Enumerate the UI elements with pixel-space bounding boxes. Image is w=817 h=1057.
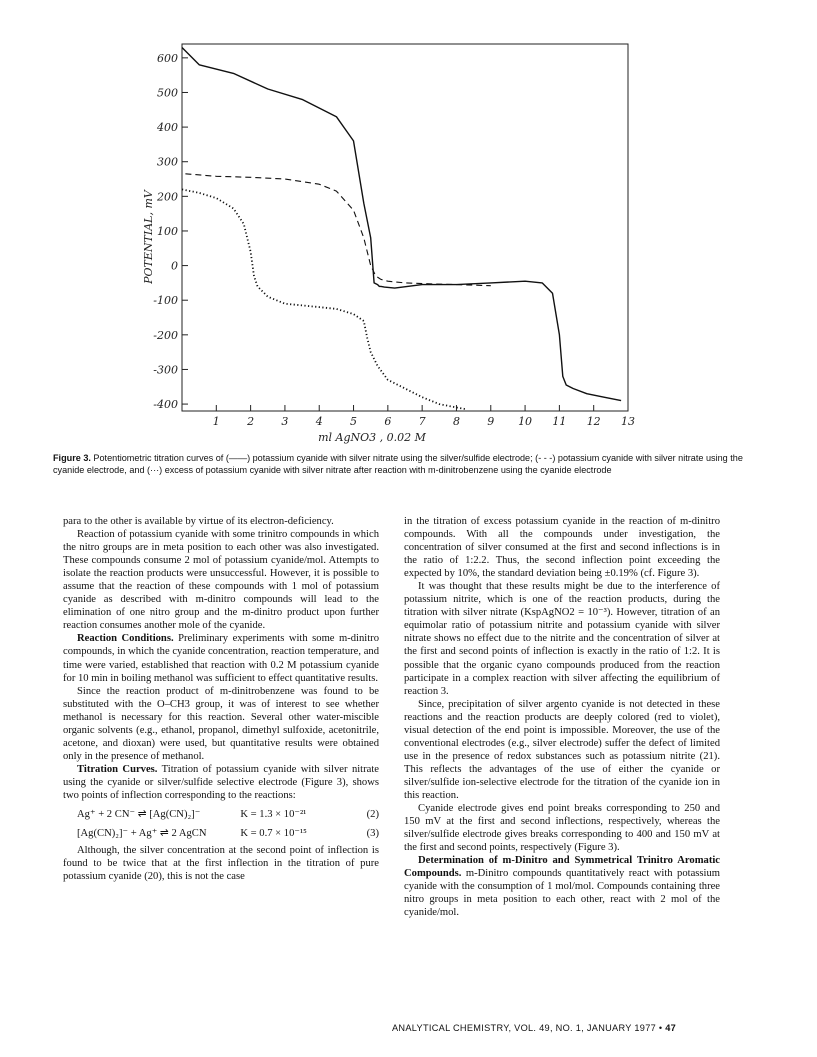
equation-lhs: [Ag(CN)₂]⁻ + Ag⁺ ⇌ 2 AgCN	[77, 828, 207, 840]
section-heading: Determination of m-Dinitro and Symmetrical Trinitro Aromatic Compounds.	[404, 855, 720, 880]
paragraph	[63, 632, 379, 684]
y-tick-label: -100	[153, 294, 178, 308]
paragraph: It was thought that these results might be due to the interference of potassium nitrite, which is one of the reaction products, during the titration with silver nitrate (KspAgNO2 = 10⁻³). However, titration of an equimolar ratio of potassium nitrite and potassium cyanide with silver nitrate shows no effect due to the nitrite and the concentration of silver at the first and second points of inflection is exactly in the ratio of 1:2. It is possible that the organic cyano compounds produced from the reaction participate in a complex reaction with silver affecting the equilibrium of reaction 3.	[404, 581, 720, 697]
y-tick-label: 0	[171, 259, 178, 273]
x-axis-ticks	[213, 405, 635, 428]
figure-label: Figure 3.	[53, 453, 91, 463]
caption-text: Potentiometric titration curves of (——) potassium cyanide with silver nitrate using the silver/sulfide electrode; (- - -) potassium cyanide with silver nitrate using the cyanide electrode, and (···) excess of potassium cyanide with silver nitrate after reaction with m-dinitrobenzene using the cyanide electrode	[53, 453, 743, 476]
x-tick-label: 8	[452, 415, 460, 428]
y-axis-ticks	[153, 52, 188, 411]
paragraph: Reaction of potassium cyanide with some trinitro compounds in which the nitro groups are in meta position to each other was also investigated. These compounds consume 2 mol of potassium cyanide/mol. Attempts to isolate the reaction products were unsuccessful. However, it is possible to assume that the reaction of these compounds with 1 mol of potassium cyanide as described with m-dinitro compounds will lead to the elimination of one nitro group and the m-dinitro product upon further reaction consumes another mole of the cyanide.	[63, 529, 379, 632]
right-column	[404, 515, 720, 919]
figure-caption	[53, 452, 765, 477]
y-tick-label: 500	[157, 86, 178, 100]
x-tick-label: 5	[350, 415, 358, 428]
paragraph-text: Titration of potassium cyanide with silver nitrate using the cyanide or silver/sulfide selective electrode (Figure 3), shows two points of inflection corresponding to the reactions:	[63, 763, 379, 801]
x-tick-label: 7	[418, 415, 426, 428]
x-tick-label: 6	[384, 415, 392, 428]
paragraph: Since, precipitation of silver argento cyanide is not detected in these reactions and the reaction products are deeply colored (red to violet), visual detection of the end point is impossible. Moreover, the use of the conventional electrodes (e.g., silver electrode) suffer the defect of limited use in the presence of redox substances such as potassium nitrite (21). This reflects the advantages of the use of either the cyanide or silver/sulfide ion-selective electrode for the titration of the cyanide ion in this reaction.	[404, 698, 720, 801]
series-line-dashed	[185, 174, 490, 286]
y-tick-label: -400	[153, 398, 178, 412]
journal-info: ANALYTICAL CHEMISTRY, VOL. 49, NO. 1, JANUARY 1977	[392, 1023, 657, 1033]
x-tick-label: 10	[518, 415, 533, 428]
y-tick-label: -200	[153, 328, 178, 342]
paragraph: Although, the silver concentration at the second point of inflection is found to be twice that at the first inflection in the titration of pure potassium cyanide (20), this is not the case	[63, 845, 379, 883]
equation-lhs: Ag⁺ + 2 CN⁻ ⇌ [Ag(CN)₂]⁻	[77, 809, 201, 821]
page-number: 47	[665, 1023, 677, 1033]
page-footer	[392, 1023, 676, 1033]
paragraph: para to the other is available by virtue of its electron-deficiency.	[63, 516, 334, 527]
equation-constant: K = 1.3 × 10⁻²¹	[240, 809, 307, 821]
series-line-dotted	[182, 189, 467, 409]
equation-number: (2)	[366, 809, 379, 821]
y-tick-label: 600	[157, 51, 178, 65]
y-tick-label: 200	[157, 190, 178, 204]
equation-constant: K = 0.7 × 10⁻¹⁵	[240, 828, 307, 840]
x-tick-label: 12	[586, 415, 601, 428]
equation-number: (3)	[366, 828, 379, 840]
section-heading: Titration Curves.	[77, 763, 158, 775]
equation-3	[77, 827, 379, 840]
x-tick-label: 4	[315, 415, 323, 428]
paragraph	[63, 763, 379, 802]
equation-2	[77, 808, 379, 821]
y-tick-label: 400	[157, 121, 178, 135]
series-line-solid	[182, 48, 621, 401]
footer-bullet: •	[658, 1023, 663, 1033]
paragraph: Cyanide electrode gives end point breaks corresponding to 250 and 150 mV at the first and second inflections, respectively, whereas the silver/sulfide electrode gives breaks corresponding to 400 and 150 mV at the first and second points, respectively (Figure 3).	[404, 803, 720, 854]
paragraph: Since the reaction product of m-dinitrobenzene was found to be substituted with the O–CH3 group, it was of interest to see whether methanol is necessary for this reaction. Several other water-miscible organic solvents (e.g., ethanol, propanol, dimethyl sulfoxide, acetonitrile, acetone, and dioxan) were used, but quantitative results were obtained only in the presence of methanol.	[63, 685, 379, 762]
x-tick-label: 11	[552, 415, 567, 428]
series-group	[182, 48, 621, 410]
titration-chart	[0, 0, 817, 450]
paragraph-text: m-Dinitro compounds quantitatively react with potassium cyanide with the consumption of 1 mol/mol. Compounds containing three nitro groups in meta position to each other, react with 2 mol of the cyanide/mol.	[404, 868, 720, 919]
y-tick-label: 100	[157, 224, 178, 238]
x-tick-label: 9	[487, 415, 495, 428]
section-heading: Reaction Conditions.	[77, 633, 174, 645]
paragraph-text: Preliminary experiments with some m-dinitro compounds, in which the cyanide concentration, reaction temperature, and time were varied, established that reaction with 0.2 M potassium cyanide for 10 min in boiling methanol was sufficient to effect quantitative results.	[63, 633, 380, 684]
x-tick-label: 13	[621, 415, 635, 428]
x-tick-label: 2	[247, 415, 255, 428]
x-axis-label: ml AgNO3 , 0.02 M	[318, 431, 426, 444]
left-column	[63, 515, 379, 883]
y-tick-label: 300	[157, 155, 178, 169]
x-tick-label: 1	[212, 415, 220, 428]
x-tick-label: 3	[281, 415, 289, 428]
paragraph: in the titration of excess potassium cyanide in the reaction of m-dinitro compounds. With all the compounds under investigation, the concentration of silver consumed at the first and second inflections is in the ratio of 1:2.2. Thus, the second inflection point exceeding the expected by 10%, the standard deviation being ±0.19% (cf. Figure 3).	[404, 516, 720, 580]
y-tick-label: -300	[153, 363, 178, 377]
y-axis-label: POTENTIAL, mV	[142, 190, 155, 284]
paragraph	[404, 854, 720, 919]
